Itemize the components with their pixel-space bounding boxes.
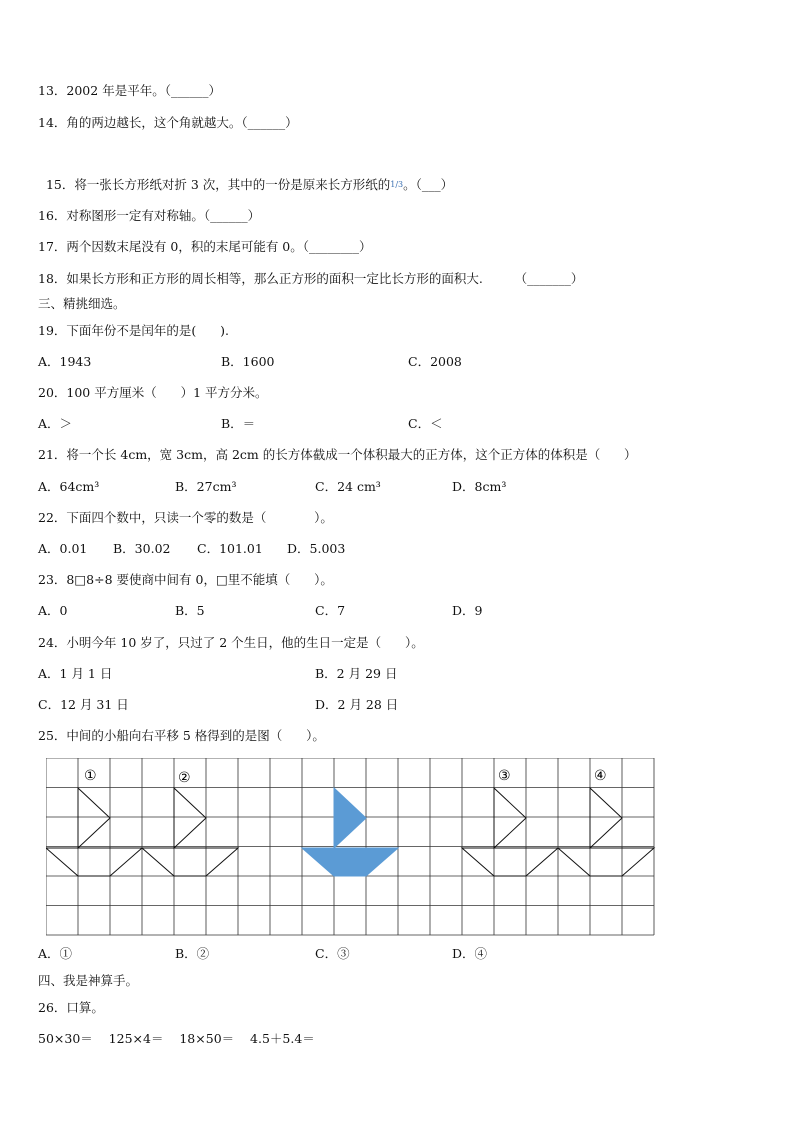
- question-13: 13．2002 年是平年。（______）: [38, 83, 221, 98]
- label-2: ②: [178, 770, 191, 786]
- q23-option-a: A．0: [38, 603, 68, 618]
- q22-option-a: A．0.01: [38, 541, 88, 556]
- boat-1: [46, 788, 142, 876]
- q23-option-b: B．5: [175, 603, 205, 618]
- section-4-title: 四、我是神算手。: [38, 973, 139, 988]
- q25-option-b: B．②: [175, 946, 210, 961]
- q21-option-d: D．8cm³: [452, 479, 507, 494]
- fraction-one-third: 1/3: [390, 180, 404, 189]
- question-17: 17．两个因数末尾没有 0，积的末尾可能有 0。（________）: [38, 239, 372, 254]
- boat-3: [462, 788, 558, 876]
- q19-option-b: B．1600: [221, 354, 275, 369]
- boat-4-sail: [590, 788, 622, 848]
- q24-option-b: B．2 月 29 日: [315, 666, 398, 681]
- label-3: ③: [498, 768, 511, 784]
- boat-grid-figure: [46, 758, 656, 936]
- q22-option-b: B．30.02: [113, 541, 171, 556]
- question-15-text-a: 15．将一张长方形纸对折 3 次，其中的一份是原来长方形纸的: [45, 177, 391, 192]
- q23-option-c: C．7: [315, 603, 346, 618]
- q21-option-a: A．64cm³: [38, 479, 100, 494]
- boat-4: [558, 788, 654, 876]
- question-26: 26．口算。: [38, 1000, 104, 1015]
- grid-lines: [46, 758, 654, 935]
- q24-option-a: A．1 月 1 日: [38, 666, 113, 681]
- question-20: 20．100 平方厘米（ ）1 平方分米。: [38, 385, 268, 400]
- q25-option-a: A．①: [38, 946, 73, 961]
- question-14: 14．角的两边越长，这个角就越大。（______）: [38, 115, 298, 130]
- boat-1-hull: [46, 848, 142, 876]
- q24-option-d: D．2 月 28 日: [315, 697, 399, 712]
- question-21: 21．将一个长 4cm，宽 3cm，高 2cm 的长方体截成一个体积最大的正方体，这个正方体的体积是（ ）: [38, 447, 637, 462]
- question-15: [38, 161, 453, 193]
- q22-option-c: C．101.01: [197, 541, 263, 556]
- question-16: 16．对称图形一定有对称轴。（______）: [38, 208, 261, 223]
- q19-option-a: A．1943: [38, 354, 92, 369]
- boat-middle-hull: [302, 848, 398, 876]
- q26-items: 50×30＝ 125×4＝ 18×50＝ 4.5＋5.4＝: [38, 1031, 315, 1046]
- q22-option-d: D．5.003: [287, 541, 346, 556]
- boat-2-sail: [174, 788, 206, 848]
- q20-option-b: B．＝: [221, 416, 256, 431]
- q23-option-d: D．9: [452, 603, 483, 618]
- question-25: 25．中间的小船向右平移 5 格得到的是图（ ）。: [38, 728, 325, 743]
- q24-option-c: C．12 月 31 日: [38, 697, 129, 712]
- q25-option-d: D．④: [452, 946, 488, 961]
- boat-4-hull: [558, 848, 654, 876]
- q21-option-b: B．27cm³: [175, 479, 237, 494]
- question-22: 22．下面四个数中，只读一个零的数是（ ）。: [38, 510, 333, 525]
- label-1: ①: [84, 768, 97, 784]
- q20-option-a: A．＞: [38, 416, 73, 431]
- q25-option-c: C．③: [315, 946, 350, 961]
- q21-option-c: C．24 cm³: [315, 479, 381, 494]
- question-19: 19．下面年份不是闰年的是( ).: [38, 323, 229, 338]
- boat-middle: [302, 788, 398, 876]
- boat-2-hull: [142, 848, 238, 876]
- boat-middle-sail: [334, 788, 366, 848]
- question-23: 23．8□8÷8 要使商中间有 0，□里不能填（ ）。: [38, 572, 333, 587]
- q20-option-c: C．＜: [408, 416, 443, 431]
- question-18: 18．如果长方形和正方形的周长相等，那么正方形的面积一定比长方形的面积大. （_______）: [38, 271, 584, 286]
- boat-3-sail: [494, 788, 526, 848]
- label-4: ④: [594, 768, 607, 784]
- boat-1-sail: [78, 788, 110, 848]
- boat-3-hull: [462, 848, 558, 876]
- section-3-title: 三、精挑细选。: [38, 296, 126, 311]
- q19-option-c: C．2008: [408, 354, 462, 369]
- question-24: 24．小明今年 10 岁了，只过了 2 个生日，他的生日一定是（ ）。: [38, 635, 424, 650]
- question-15-text-b: 。（___）: [403, 177, 454, 192]
- boat-2: [142, 788, 238, 876]
